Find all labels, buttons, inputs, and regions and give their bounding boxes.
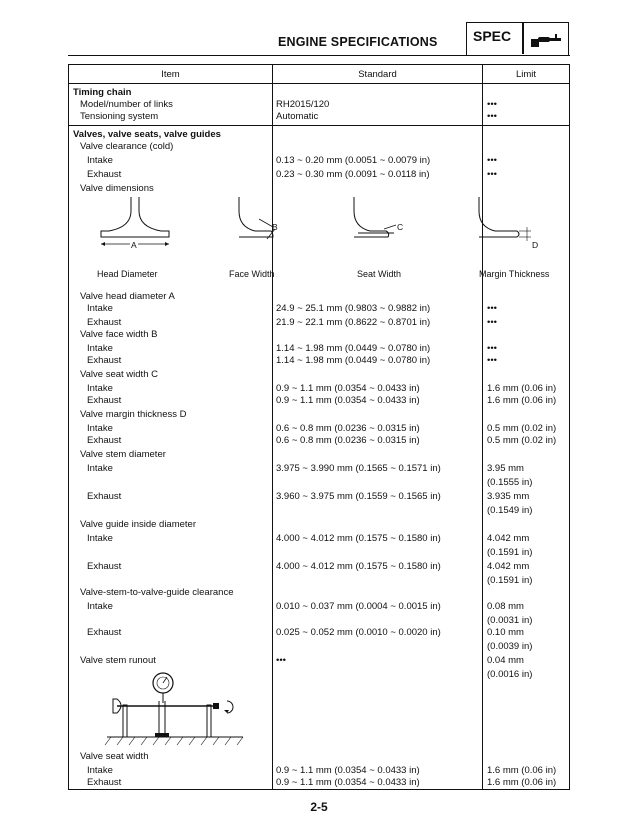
figure-label-d: D <box>532 240 539 250</box>
seat-width-figure <box>344 193 414 253</box>
std-seat-intake: 0.9 ~ 1.1 mm (0.0354 ~ 0.0433 in) <box>276 383 420 394</box>
limit-clearance-intake: ••• <box>487 155 497 166</box>
limit-face-exhaust: ••• <box>487 355 497 366</box>
limit-guide-exhaust-in: (0.1591 in) <box>487 575 533 586</box>
limit-head-exhaust: ••• <box>487 317 497 328</box>
caption-head-diameter: Head Diameter <box>97 269 158 279</box>
item-head-intake: Intake <box>87 303 113 314</box>
item-seat-width: Valve seat width C <box>80 369 158 380</box>
item-guide-diameter: Valve guide inside diameter <box>80 519 197 530</box>
item-seat2-exhaust: Exhaust <box>87 777 122 788</box>
section-title-valves: Valves, valve seats, valve guides <box>73 129 221 140</box>
std-face-intake: 1.14 ~ 1.98 mm (0.0449 ~ 0.0780 in) <box>276 343 431 354</box>
limit-guide-intake: 4.042 mm <box>487 533 530 544</box>
item-sg-exhaust: Exhaust <box>87 627 122 638</box>
spec-table <box>68 64 570 790</box>
figure-label-a: A <box>131 240 137 250</box>
limit-sg-exhaust-in: (0.0039 in) <box>487 641 533 652</box>
item-stem-exhaust: Exhaust <box>87 491 122 502</box>
std-chain-model: RH2015/120 <box>276 99 330 110</box>
limit-stem-runout: 0.04 mm <box>487 655 524 666</box>
std-face-exhaust: 1.14 ~ 1.98 mm (0.0449 ~ 0.0780 in) <box>276 355 431 366</box>
limit-guide-exhaust: 4.042 mm <box>487 561 530 572</box>
limit-head-intake: ••• <box>487 303 497 314</box>
limit-tensioning: ••• <box>487 111 497 122</box>
std-head-intake: 24.9 ~ 25.1 mm (0.9803 ~ 0.9882 in) <box>276 303 431 314</box>
item-clearance-exhaust: Exhaust <box>87 169 122 180</box>
section-divider <box>69 125 569 126</box>
limit-clearance-exhaust: ••• <box>487 169 497 180</box>
limit-seat2-intake: 1.6 mm (0.06 in) <box>487 765 557 776</box>
table-header <box>69 65 569 84</box>
item-seat-intake: Intake <box>87 383 113 394</box>
item-margin-exhaust: Exhaust <box>87 435 122 446</box>
limit-seat2-exhaust: 1.6 mm (0.06 in) <box>487 777 557 788</box>
std-stem-runout: ••• <box>276 655 286 666</box>
item-face-intake: Intake <box>87 343 113 354</box>
spec-badge <box>466 22 569 56</box>
page-title: ENGINE SPECIFICATIONS <box>278 35 438 49</box>
item-margin-intake: Intake <box>87 423 113 434</box>
std-seat2-intake: 0.9 ~ 1.1 mm (0.0354 ~ 0.0433 in) <box>276 765 420 776</box>
item-face-width: Valve face width B <box>80 329 158 340</box>
std-guide-exhaust: 4.000 ~ 4.012 mm (0.1575 ~ 0.1580 in) <box>276 561 441 572</box>
item-guide-exhaust: Exhaust <box>87 561 122 572</box>
caption-face-width: Face Width <box>229 269 275 279</box>
item-tensioning: Tensioning system <box>80 111 159 122</box>
header-rule <box>68 55 570 56</box>
limit-margin-exhaust: 0.5 mm (0.02 in) <box>487 435 557 446</box>
limit-face-intake: ••• <box>487 343 497 354</box>
item-sg-intake: Intake <box>87 601 113 612</box>
limit-guide-intake-in: (0.1591 in) <box>487 547 533 558</box>
wrench-gauge-icon <box>529 28 563 50</box>
col-header-item: Item <box>161 69 180 80</box>
item-chain-model: Model/number of links <box>80 99 173 110</box>
std-stem-exhaust: 3.960 ~ 3.975 mm (0.1559 ~ 0.1565 in) <box>276 491 441 502</box>
item-face-exhaust: Exhaust <box>87 355 122 366</box>
limit-sg-intake-in: (0.0031 in) <box>487 615 533 626</box>
limit-sg-exhaust: 0.10 mm <box>487 627 524 638</box>
std-head-exhaust: 21.9 ~ 22.1 mm (0.8622 ~ 0.8701 in) <box>276 317 431 328</box>
std-sg-exhaust: 0.025 ~ 0.052 mm (0.0010 ~ 0.0020 in) <box>276 627 441 638</box>
item-stem-intake: Intake <box>87 463 113 474</box>
std-seat-exhaust: 0.9 ~ 1.1 mm (0.0354 ~ 0.0433 in) <box>276 395 420 406</box>
column-divider-2 <box>482 65 483 789</box>
caption-margin-thickness: Margin Thickness <box>479 269 550 279</box>
limit-stem-exhaust: 3.935 mm <box>487 491 530 502</box>
std-sg-intake: 0.010 ~ 0.037 mm (0.0004 ~ 0.0015 in) <box>276 601 441 612</box>
limit-sg-intake: 0.08 mm <box>487 601 524 612</box>
std-tensioning: Automatic <box>276 111 319 122</box>
std-margin-intake: 0.6 ~ 0.8 mm (0.0236 ~ 0.0315 in) <box>276 423 420 434</box>
limit-seat-intake: 1.6 mm (0.06 in) <box>487 383 557 394</box>
item-stem-runout: Valve stem runout <box>80 655 156 666</box>
col-header-standard: Standard <box>358 69 397 80</box>
std-clearance-exhaust: 0.23 ~ 0.30 mm (0.0091 ~ 0.0118 in) <box>276 169 430 180</box>
item-margin-thickness: Valve margin thickness D <box>80 409 187 420</box>
item-valve-dimensions: Valve dimensions <box>80 183 154 194</box>
section-title-timing: Timing chain <box>73 87 132 98</box>
item-head-diameter: Valve head diameter A <box>80 291 175 302</box>
page-header <box>0 16 638 60</box>
limit-stem-exhaust-in: (0.1549 in) <box>487 505 533 516</box>
item-seat2-intake: Intake <box>87 765 113 776</box>
item-seat-width-2: Valve seat width <box>80 751 149 762</box>
spec-badge-text: SPEC <box>473 28 512 44</box>
limit-stem-runout-in: (0.0016 in) <box>487 669 533 680</box>
caption-seat-width: Seat Width <box>357 269 402 279</box>
limit-stem-intake: 3.95 mm <box>487 463 524 474</box>
item-valve-clearance: Valve clearance (cold) <box>80 141 174 152</box>
limit-seat-exhaust: 1.6 mm (0.06 in) <box>487 395 557 406</box>
item-guide-intake: Intake <box>87 533 113 544</box>
item-seat-exhaust: Exhaust <box>87 395 122 406</box>
page-number: 2-5 <box>310 800 328 814</box>
spec-badge-divider <box>522 23 524 54</box>
runout-measurement-figure <box>103 671 263 751</box>
limit-chain-model: ••• <box>487 99 497 110</box>
std-clearance-intake: 0.13 ~ 0.20 mm (0.0051 ~ 0.0079 in) <box>276 155 431 166</box>
item-head-exhaust: Exhaust <box>87 317 122 328</box>
limit-stem-intake-in: (0.1555 in) <box>487 477 533 488</box>
item-clearance-intake: Intake <box>87 155 113 166</box>
item-stem-guide-clearance: Valve-stem-to-valve-guide clearance <box>80 587 234 598</box>
column-divider-1 <box>272 65 273 789</box>
item-stem-diameter: Valve stem diameter <box>80 449 166 460</box>
limit-margin-intake: 0.5 mm (0.02 in) <box>487 423 557 434</box>
std-margin-exhaust: 0.6 ~ 0.8 mm (0.0236 ~ 0.0315 in) <box>276 435 420 446</box>
face-width-figure <box>229 193 299 253</box>
std-seat2-exhaust: 0.9 ~ 1.1 mm (0.0354 ~ 0.0433 in) <box>276 777 420 788</box>
std-stem-intake: 3.975 ~ 3.990 mm (0.1565 ~ 0.1571 in) <box>276 463 441 474</box>
figure-label-c: C <box>397 222 404 232</box>
std-guide-intake: 4.000 ~ 4.012 mm (0.1575 ~ 0.1580 in) <box>276 533 441 544</box>
col-header-limit: Limit <box>515 69 537 80</box>
figure-label-b: B <box>272 222 278 232</box>
